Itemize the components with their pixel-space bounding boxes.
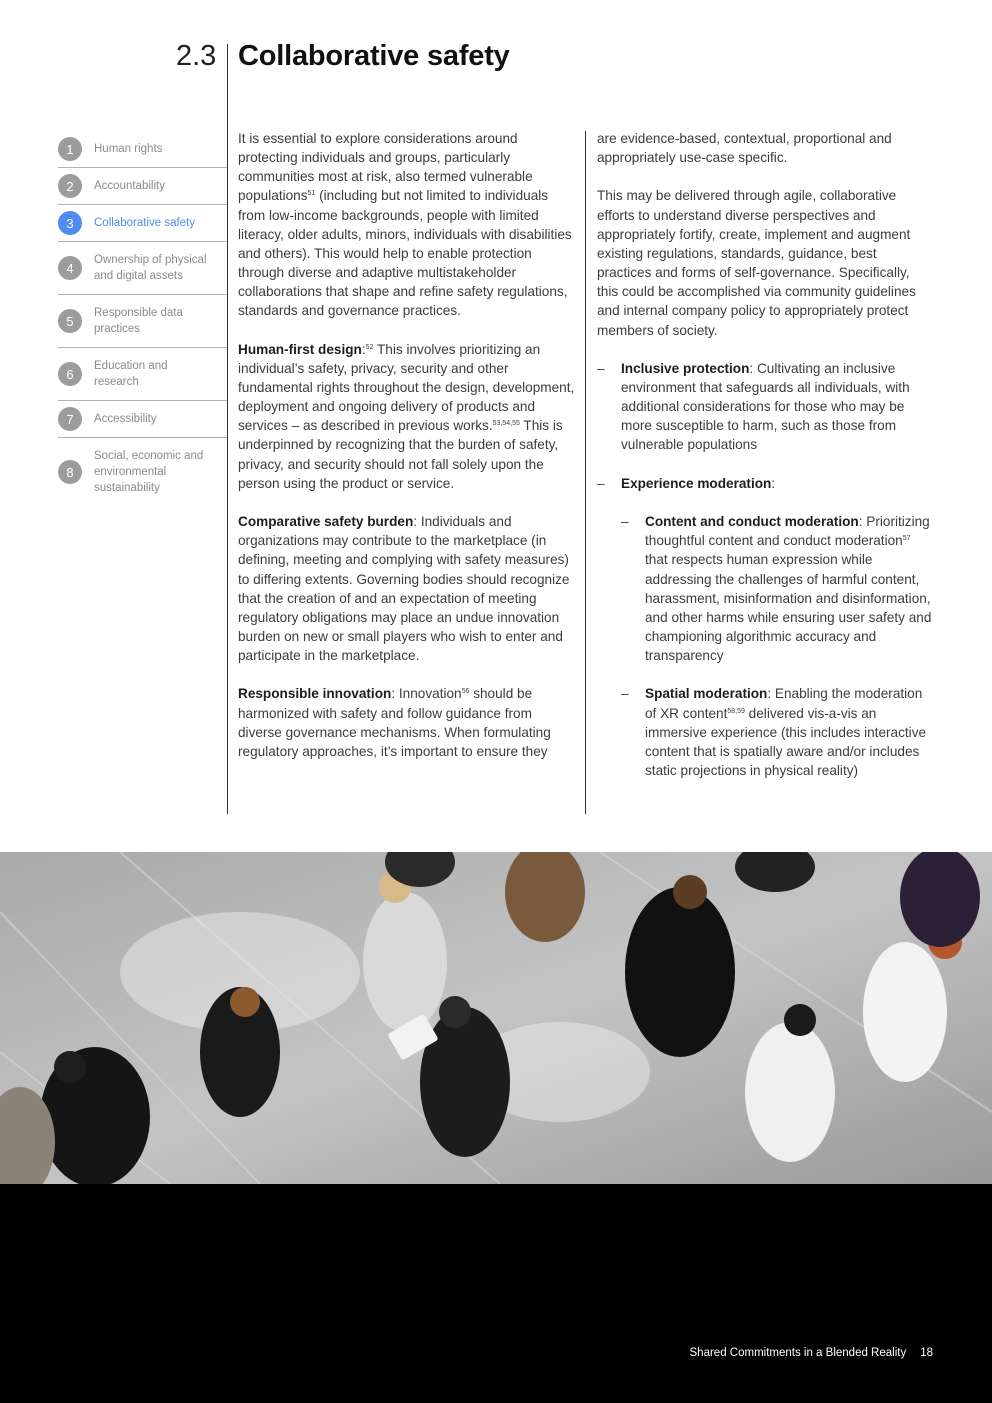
- toc-label: Accountability: [94, 180, 165, 192]
- toc-label: Social, economic and environmental sustainability: [94, 450, 204, 494]
- toc-number-badge: 5: [58, 309, 82, 333]
- body-column-right: [597, 129, 932, 780]
- subheading: Experience moderation: [621, 475, 772, 491]
- bullet-inclusive-protection: – Inclusive protection: Cultivating an inclusive environment that safeguards all individuals, with additional considerations for those who may be more susceptible to harm, such as those from vulnerable populations: [597, 360, 910, 453]
- subheading: Comparative safety burden: [238, 514, 414, 530]
- subheading: Content and conduct moderation: [645, 514, 859, 530]
- toc-number-badge: 3: [58, 211, 82, 235]
- toc-label: Collaborative safety: [94, 217, 195, 229]
- column-divider: [585, 131, 586, 814]
- subheading: Human-first design: [238, 341, 362, 357]
- subheading: Responsible innovation: [238, 686, 392, 702]
- dash-bullet: –: [621, 514, 629, 530]
- toc-label: Human rights: [94, 143, 163, 155]
- bullet-spatial-moderation: – Spatial moderation: Enabling the moderation of XR content$^{58,59}$ delivered vis-a-vis an immersive experience (this includes interactive content that is spatially aware and/or includes static projections in physical reality): [621, 686, 927, 779]
- responsible-innovation-paragraph: Responsible innovation: Innovation$^{56}$ should be harmonized with safety and follow guidance from diverse governance mechanisms. When formulating regulatory approaches, it’s important to ensure they: [238, 686, 551, 759]
- footer-band: [0, 1184, 992, 1403]
- title-divider: [227, 44, 228, 814]
- subheading: Spatial moderation: [645, 686, 768, 702]
- comparative-safety-paragraph: Comparative safety burden: Individuals and organizations may contribute to the marketplace (in defining, meeting and complying with safety measures) to differing extents. Governing bodies should recognize that the creation of and an expectation of meeting regulatory obligations may place an undue innovation burden on new or small players who wish to enter and participate in the marketplace.: [238, 514, 570, 664]
- toc-label: Ownership of physical and digital assets: [94, 254, 207, 282]
- continued-paragraph: are evidence-based, contextual, proportional and appropriately use-case specific.: [597, 131, 892, 166]
- footnote-ref: 53,54,55: [492, 420, 520, 428]
- page-footer: [690, 1347, 933, 1359]
- human-first-design-paragraph: Human-first design:$^{52}$ This involves prioritizing an individual’s safety, privacy, security and other fundamental rights throughout the design, development, deployment and ongoing delivery of products and services – as described in previous works.$^{53,54,55}$ This is underpinned by recognizing that the burden of safety, privacy, and security should not fall solely upon the person using the product or service.: [238, 341, 575, 491]
- crowd-photo: [0, 852, 992, 1184]
- document-title: Shared Commitments in a Blended Reality: [689, 1347, 907, 1359]
- toc-number-badge: 6: [58, 362, 82, 386]
- toc-item-ownership[interactable]: [58, 242, 227, 295]
- bullet-experience-moderation: – Experience moderation:: [597, 474, 932, 493]
- subheading: Inclusive protection: [621, 360, 750, 376]
- page-number: 18: [920, 1347, 933, 1359]
- toc-label: Responsible data practices: [94, 307, 183, 335]
- toc-number-badge: 4: [58, 256, 82, 280]
- toc-item-sustainability[interactable]: [58, 438, 227, 506]
- sub-bullets: [597, 512, 932, 780]
- toc-item-accessibility[interactable]: [58, 401, 227, 438]
- toc-number-badge: 1: [58, 137, 82, 161]
- toc-item-collaborative-safety[interactable]: [58, 205, 227, 242]
- toc-number-badge: 2: [58, 174, 82, 198]
- toc-number-badge: 8: [58, 460, 82, 484]
- toc-label: Accessibility: [94, 413, 157, 425]
- footnote-ref: 52: [365, 343, 374, 351]
- body-column-left: [238, 129, 578, 761]
- dash-bullet: –: [621, 686, 629, 702]
- section-nav: [58, 131, 227, 506]
- intro-paragraph: It is essential to explore considerations around protecting individuals and groups, particularly communities most at risk, also termed vulnerable populations$^{51}$ (including but not limited to individuals from low-income backgrounds, people with limited literacy, older adults, minors, individuals with disabilities and others). This would help to enable protection through diverse and adaptive multistakeholder collaborations that shape and refine safety regulations, standards and governance practices.: [238, 131, 572, 319]
- toc-item-accountability[interactable]: [58, 168, 227, 205]
- toc-item-human-rights[interactable]: [58, 131, 227, 168]
- footnote-ref: 56: [461, 688, 470, 696]
- section-number: 2.3: [176, 40, 217, 72]
- footnote-ref: 51: [307, 190, 316, 198]
- crowd-photo-illustration: [0, 852, 992, 1184]
- toc-number-badge: 7: [58, 407, 82, 431]
- toc-item-data-practices[interactable]: [58, 295, 227, 348]
- bullet-content-moderation: – Content and conduct moderation: Prioritizing thoughtful content and conduct moderation$^{57}$ that respects human expression while addressing the challenges of harmful content, harassment, misinformation and disinformation, and other harms while ensuring user safety and championing algorithmic accuracy and transparency: [621, 514, 932, 664]
- dash-bullet: –: [597, 475, 605, 491]
- footnote-ref: 57: [902, 535, 911, 543]
- footnote-ref: 58,59: [727, 707, 745, 715]
- agile-collaboration-paragraph: This may be delivered through agile, collaborative efforts to understand diverse perspectives and appropriately fortify, create, implement and augment existing regulations, standards, guidance, best practices and forms of self-governance. Specifically, this could be accomplished via community guidelines and internal company policy to appropriately protect members of society.: [597, 188, 916, 338]
- page-title: Collaborative safety: [238, 40, 510, 72]
- toc-item-education[interactable]: [58, 348, 227, 401]
- dash-bullet: –: [597, 360, 605, 376]
- toc-label: Education and research: [94, 360, 168, 388]
